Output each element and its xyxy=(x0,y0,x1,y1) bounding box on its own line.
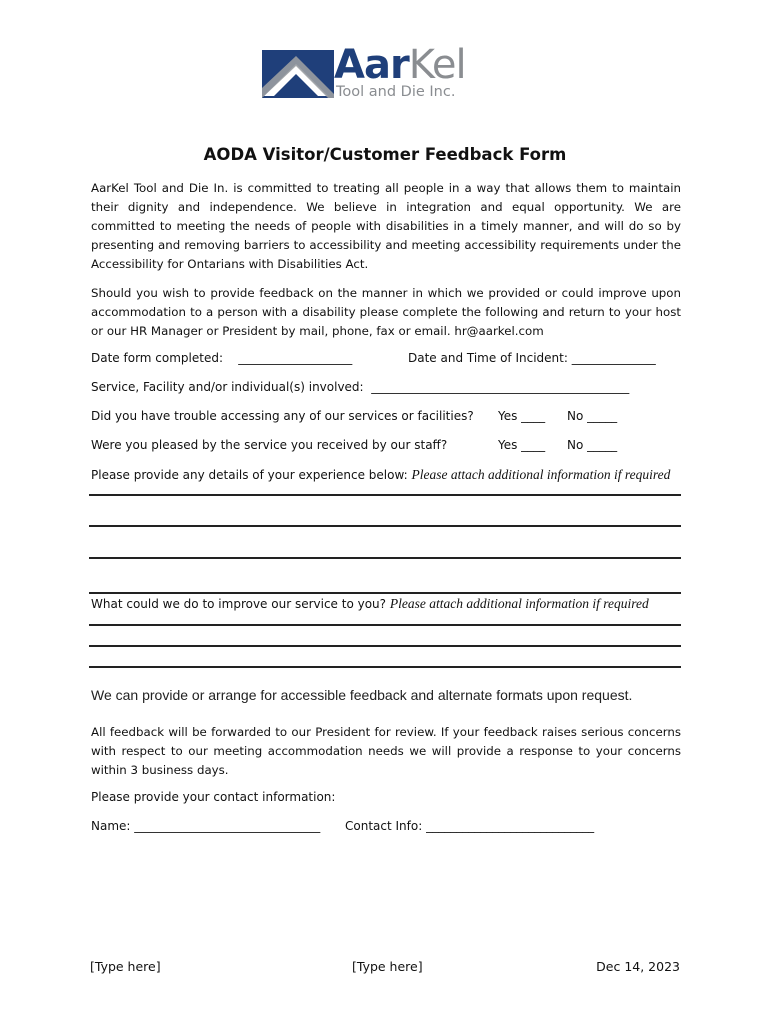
trouble-yes-field[interactable]: Yes ____ xyxy=(498,409,546,423)
details-prompt xyxy=(91,467,670,483)
pleased-no-field[interactable]: No _____ xyxy=(567,438,618,452)
footer-left: [Type here] xyxy=(90,959,161,974)
page-title: AODA Visitor/Customer Feedback Form xyxy=(203,145,567,164)
details-note: Please attach additional information if required xyxy=(411,467,671,482)
forward-paragraph: All feedback will be forwarded to our President for review. If your feedback raises serious concerns with respect to our meeting accommodation needs we will provide a response to your concerns within 3 business days. xyxy=(91,725,681,777)
brand-light-text: Kel xyxy=(408,42,466,88)
trouble-no-field[interactable]: No _____ xyxy=(567,409,618,423)
improve-answer-line[interactable] xyxy=(89,666,681,668)
brand-name xyxy=(334,42,466,88)
intro-paragraph-2: Should you wish to provide feedback on the manner in which we provided or could improve upon accommodation to a person with a disability please complete the following and return to your host or our HR Manager or President by mail, phone, fax or email. hr@aarkel.com xyxy=(91,286,681,338)
name-field[interactable]: Name: _______________________________ xyxy=(91,819,321,833)
brand-tagline: Tool and Die Inc. xyxy=(336,84,456,100)
question-pleased: Were you pleased by the service you received by our staff? xyxy=(91,438,448,452)
question-trouble: Did you have trouble accessing any of our services or facilities? xyxy=(91,409,474,423)
company-logo xyxy=(262,42,512,102)
contact-info-field[interactable]: Contact Info: ____________________________ xyxy=(345,819,595,833)
footer-center: [Type here] xyxy=(352,959,423,974)
details-answer-line[interactable] xyxy=(89,557,681,559)
details-prompt-text: Please provide any details of your experience below: xyxy=(91,468,412,482)
accessible-formats-note: We can provide or arrange for accessible feedback and alternate formats upon request. xyxy=(91,687,633,703)
improve-answer-line[interactable] xyxy=(89,624,681,626)
contact-prompt: Please provide your contact information: xyxy=(91,790,336,804)
footer-date: Dec 14, 2023 xyxy=(596,959,680,974)
service-involved-field[interactable]: Service, Facility and/or individual(s) involved: ___________________________________________ xyxy=(91,380,630,394)
details-answer-line[interactable] xyxy=(89,592,681,594)
pleased-yes-field[interactable]: Yes ____ xyxy=(498,438,546,452)
intro-paragraph-1: AarKel Tool and Die In. is committed to treating all people in a way that allows them to maintain their dignity and independence. We believe in integration and equal opportunity. We are committed to meeting the needs of people with disabilities in a timely manner, and will do so by presenting and removing barriers to accessibility and meeting accessibility requirements under the Accessibility for Ontarians with Disabilities Act. xyxy=(91,181,681,271)
improve-prompt-text: What could we do to improve our service to you? xyxy=(91,597,390,611)
date-completed-field[interactable]: Date form completed: ___________________ xyxy=(91,351,353,365)
details-answer-line[interactable] xyxy=(89,525,681,527)
improve-prompt xyxy=(91,596,649,612)
details-answer-line[interactable] xyxy=(89,494,681,496)
improve-note: Please attach additional information if required xyxy=(389,596,649,611)
brand-dark-text: Aar xyxy=(334,42,409,88)
improve-answer-line[interactable] xyxy=(89,645,681,647)
date-incident-field[interactable]: Date and Time of Incident: ______________ xyxy=(408,351,656,365)
